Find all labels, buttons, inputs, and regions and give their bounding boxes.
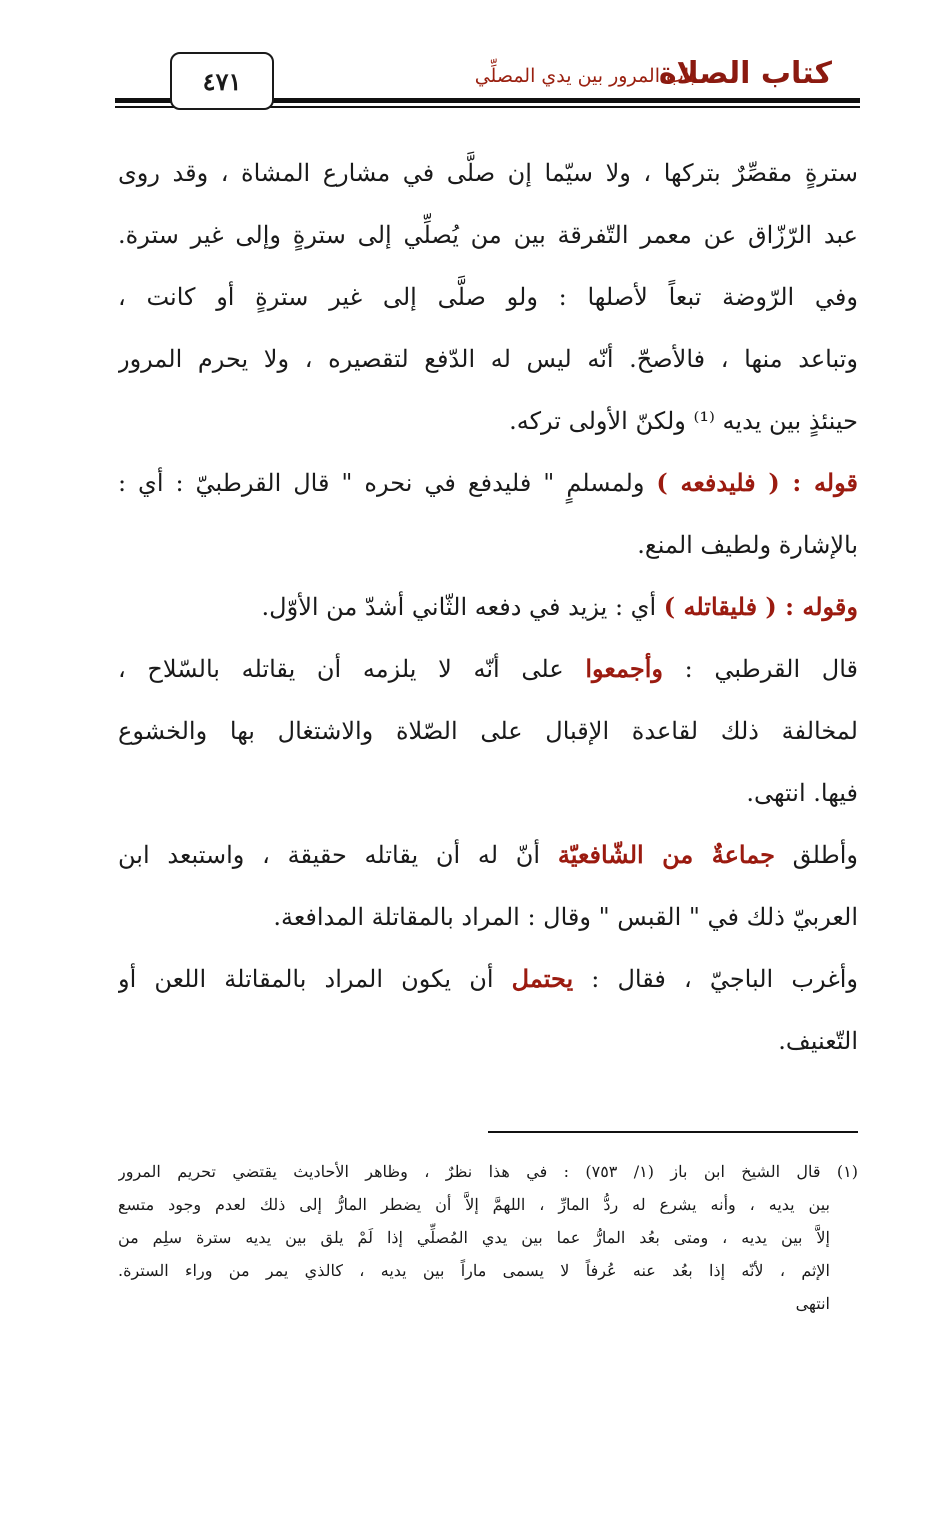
text-span: ولمسلمٍ " فليدفع في نحره " قال القرطبيّ : أي : <box>118 469 657 497</box>
main-text <box>118 142 858 1072</box>
text-line <box>118 824 858 886</box>
text-span: أي : يزيد في دفعه الثّاني أشدّ من الأوّل. <box>261 593 664 621</box>
text-line: العربيّ ذلك في " القبس " وقال : المراد بالمقاتلة المدافعة. <box>273 903 858 931</box>
text-line: عبد الرّزّاق عن معمر التّفرقة بين من يُصلِّي إلى سترةٍ وإلى غير سترة. <box>118 221 858 249</box>
text-line: لمخالفة ذلك لقاعدة الإقبال على الصّلاة والاشتغال بها والخشوع <box>118 717 858 745</box>
highlight-term: وأجمعوا <box>585 654 663 683</box>
quote-heading: وقوله : ( فليقاتله ) <box>663 592 858 621</box>
text-span: وأغرب الباجيّ ، فقال : <box>573 965 858 993</box>
text-line <box>118 948 858 1010</box>
text-span: على أنّه لا يلزمه أن يقاتله بالسّلاح ، <box>118 655 586 683</box>
text-span: أنّ له أن يقاتله حقيقة ، واستبعد ابن <box>118 841 558 869</box>
page-number: ٤٧١ <box>170 52 274 110</box>
text-line: سترةٍ مقصِّرٌ بتركها ، ولا سيّما إن صلَّى في مشارع المشاة ، وقد روى <box>118 159 858 187</box>
footnote-line: إلاَّ بين يديه ، ومتى بعُد المارُّ عما بين يدي المُصلِّي إذا لَمْ يلق بين يديه سترة سلِم من <box>118 1228 830 1247</box>
text-line: بالإشارة ولطيف المنع. <box>637 531 858 559</box>
footnote-separator <box>488 1131 858 1133</box>
text-span: قال القرطبي : <box>662 655 858 683</box>
footnote-line: انتهى <box>795 1294 830 1313</box>
highlight-term: جماعةٌ من الشّافعيّة <box>557 840 775 869</box>
book-title: كتاب الصلاة <box>658 56 832 91</box>
text-line: حينئذٍ بين يديه ⁽¹⁾ ولكنّ الأولى تركه. <box>509 407 858 435</box>
text-line <box>118 576 858 638</box>
highlight-term: يحتمل <box>511 964 574 993</box>
text-line: التّعنيف. <box>778 1027 858 1055</box>
quote-heading: قوله : ( فليدفعه ) <box>656 468 858 497</box>
text-line: وفي الرّوضة تبعاً لأصلها : ولو صلَّى إلى غير سترةٍ أو كانت ، <box>118 283 858 311</box>
footnote-line: (١) قال الشيخ ابن باز (١/ ٧٥٣) : في هذا نظرٌ ، وظاهر الأحاديث يقتضي تحريم المرور <box>118 1162 858 1181</box>
text-line <box>118 638 858 700</box>
text-span: أن يكون المراد بالمقاتلة اللعن أو <box>118 965 512 993</box>
chapter-title: باب المرور بين يدي المصلِّي <box>474 65 695 87</box>
text-line: فيها. انتهى. <box>746 779 858 807</box>
footnote <box>118 1155 858 1320</box>
text-line <box>118 452 858 514</box>
text-line: وتباعد منها ، فالأصحّ. أنّه ليس له الدّفع لتقصيره ، ولا يحرم المرور <box>118 345 858 373</box>
footnote-line: الإثم ، لأنّه إذا بعُد عنه عُرفاً لا يسمى ماراً بين يديه ، كالذي يمر من وراء السترة. <box>118 1261 830 1280</box>
footnote-line: بين يديه ، وأنه يشرع له ردُّ المارِّ ، اللهمَّ إلاَّ أن يضطر المارُّ إلى ذلك لعدم وجود متسع <box>118 1195 830 1214</box>
text-span: وأطلق <box>774 841 858 869</box>
